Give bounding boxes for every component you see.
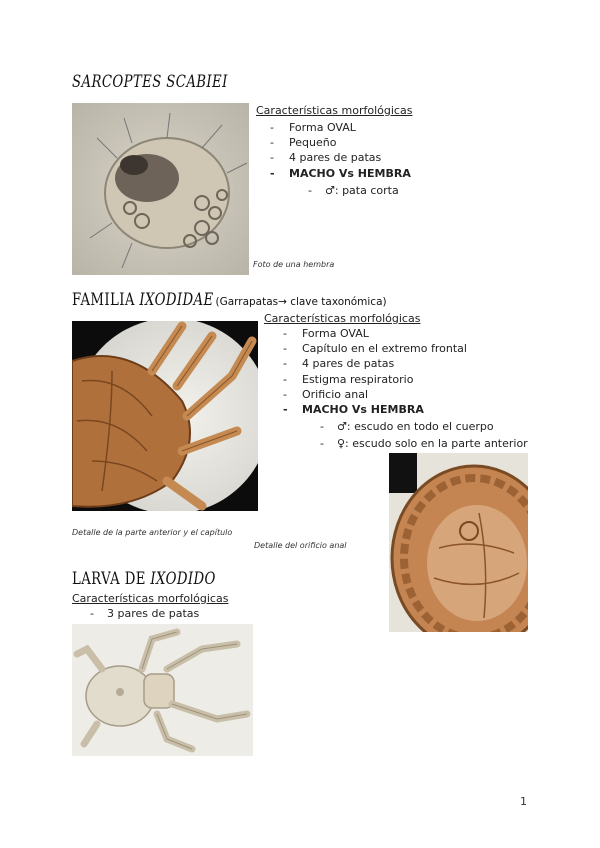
larva-title-main: LARVA DE: [72, 569, 146, 589]
tick-anterior-photo: [72, 321, 258, 511]
list-item: [264, 341, 528, 356]
page-number: 1: [520, 795, 527, 808]
list-dash: -: [283, 342, 287, 356]
list-item: [256, 183, 412, 198]
feature-text: 3 pares de patas: [107, 607, 200, 620]
list-dash: -: [270, 151, 274, 165]
list-dash: -: [90, 607, 94, 620]
features-title: Características morfológicas: [264, 312, 421, 325]
ixodidae-caption-left: Detalle de la parte anterior y el capítulo: [72, 528, 233, 537]
list-item: [264, 419, 528, 434]
feature-text: Orificio anal: [302, 387, 369, 401]
list-item: [264, 436, 528, 451]
feature-text: Pequeño: [289, 136, 337, 150]
larva-features: [72, 592, 228, 621]
list-item: [264, 326, 528, 341]
ixodidae-features: [264, 312, 528, 452]
list-item: [256, 166, 412, 181]
list-dash: -: [283, 357, 287, 371]
ixodidae-title-main: FAMILIA: [72, 290, 135, 310]
ixodidae-title-note: (Garrapatas→ clave taxonómica): [215, 296, 387, 308]
feature-text: 4 pares de patas: [302, 357, 395, 371]
larva-title-italic: IXODIDO: [150, 569, 216, 589]
list-dash: -: [270, 121, 274, 134]
feature-text: Estigma respiratorio: [302, 372, 414, 386]
features-title: Características morfológicas: [72, 592, 229, 605]
list-dash: -: [283, 387, 287, 401]
feature-list: [72, 606, 228, 621]
section-title-sarcoptes: [72, 72, 228, 92]
feature-text: Forma OVAL: [289, 121, 356, 134]
features-title: Características morfológicas: [256, 104, 413, 117]
feature-text: ♀: escudo solo en la parte anterior: [337, 437, 528, 451]
feature-text: 4 pares de patas: [289, 151, 382, 165]
list-dash: -: [283, 372, 287, 386]
feature-text: ♂: escudo en todo el cuerpo: [337, 420, 494, 434]
feature-text: ♂: pata corta: [325, 183, 399, 197]
list-item: [264, 372, 528, 387]
list-dash: -: [270, 136, 274, 150]
list-item: [256, 120, 412, 135]
section-title-ixodidae: [72, 290, 387, 310]
feature-text: MACHO Vs HEMBRA: [289, 166, 411, 180]
sarcoptes-photo: [72, 103, 249, 275]
list-dash: -: [308, 183, 312, 197]
list-item: [264, 356, 528, 371]
sarcoptes-title-text: SARCOPTES SCABIEI: [72, 72, 228, 92]
ixodidae-title-italic: IXODIDAE: [139, 290, 214, 310]
list-item: [264, 402, 528, 417]
list-dash: -: [283, 403, 288, 417]
sarcoptes-caption: Foto de una hembra: [253, 260, 335, 269]
feature-text: Capítulo en el extremo frontal: [302, 342, 467, 356]
feature-text: MACHO Vs HEMBRA: [302, 403, 424, 417]
list-dash: -: [270, 166, 275, 180]
section-title-larva: [72, 569, 216, 589]
larva-photo: [72, 624, 253, 756]
tick-anal-orifice-photo: [389, 453, 528, 632]
list-item: [72, 606, 228, 621]
list-item: [256, 135, 412, 150]
feature-list: [256, 120, 412, 198]
list-dash: -: [320, 420, 324, 434]
list-dash: -: [283, 327, 287, 340]
feature-text: Forma OVAL: [302, 327, 369, 340]
sarcoptes-features: [256, 104, 412, 198]
feature-list: [264, 326, 528, 452]
list-dash: -: [320, 437, 324, 451]
list-item: [264, 387, 528, 402]
list-item: [256, 150, 412, 165]
ixodidae-caption-right: Detalle del orificio anal: [254, 541, 347, 550]
